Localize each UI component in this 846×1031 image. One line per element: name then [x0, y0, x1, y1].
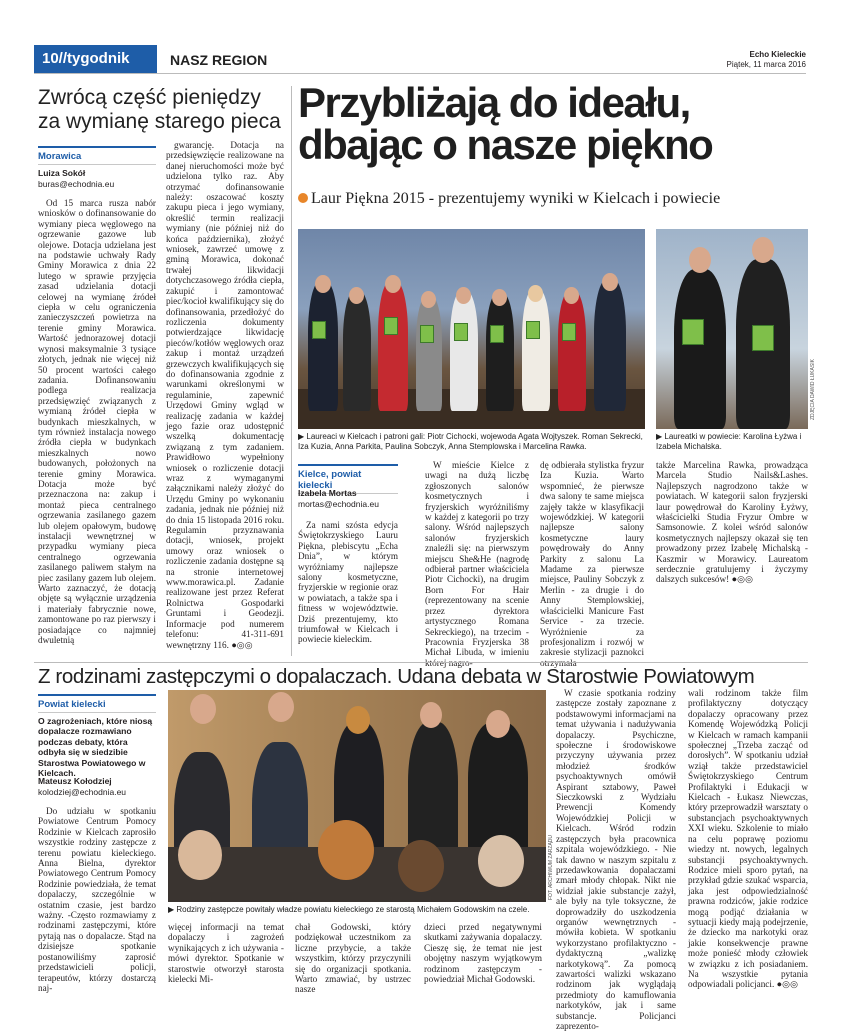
article3-col4: dzieci przed negatywnymi skutkami zażywania dopalaczy. Cieszę się, że temat nie jest obojętny naszym wyjątkowym rodzinom zastępczym - powiedział Michał Godowski.	[424, 922, 542, 985]
debate-photo	[168, 690, 546, 902]
publication-date: Piątek, 11 marca 2016	[726, 60, 806, 69]
article2-author: Izabela Mortas	[298, 488, 357, 498]
article2-col2: W mieście Kielce z uwagi na dużą liczbę zgłoszonych salonów kosmetycznych i fryzjerskich wyróżniliśmy w każdej z kategorii po trzy salony. Wśród najlepszych salonów fryzjerskich znaleźli się: na pierwszym miejscu She&He (nagrodę odbierał partner właściciela Piotr Cichocki), na drugim Born For Hair (reprezentowany na scenie przez dyrektora artystycznego Romana Sekreckiego), na trzecim - Pracownia Fryzjerska 38 Michał Libuda, w imieniu	[425, 460, 529, 658]
article2-col3: dę odbierała stylistka fryzur Iza Kuzia. Warto wspomnieć, że pierwsze dwa salony te same miejsca zajęły także w klasyfikacji wojewódzkiej. W kategorii najlepsze salony kosmetyczne laury powędrowały do Anny Parkity z salonu La Madame za pierwsze miejsce, Pauliny Sobczyk z Merlin - za drugie i do Anny Stemplowskiej, właścicielki Manicure Fast Service - za trzecie. Wyróżnienie za profesjonalizm i rozwój w zakresie stylizacji paznokci	[540, 460, 644, 658]
article3-col3: chał Godowski, który podziękował uczestnikom za liczne przybycie, a także wszystkim, którzy przyczynili się do organizacji spotkania. Warto zmawiać, by ustrzec nasze	[295, 922, 411, 995]
article3-col5: W czasie spotkania rodziny zastępcze zostały zapoznane z podstawowymi informacjami na temat używania i nadużywania dopalaczy. Psychiczne, społeczne i środowiskowe przyczyny używania przez młodzież środków psychoaktywnych omówił Aspirant sztabowy, Paweł Sieczkowski z Wydziału Prewencji Komendy Wojewódzkiej Policji w Kielcach. Wśród rodzin zastępczych była pracownica szpitala wojewódzkiego. - Nie tak dawno w naszym szpitalu z przedawkowania dopalaczami zmarł młody chłopak. Nikt nie widział jakie substancje zażył, ale były na tyle toksyczne, że doprowadziły do uszkodzenia organów wewnętrznych - mówiła kobieta. W spotkaniu wykorzystano profilaktyczno - dydaktyczną „walizkę narkotykową”. Za pomocą zawartości walizki wskazano rodzinom jak wyglądają przedmioty do kamuflowania narkotyków, jak i same substancje. Policjanci zaprezento-	[556, 688, 676, 1031]
article1-author: Luiza Sokół	[38, 168, 86, 178]
article1-col2: gwarancję. Dotacja na przedsięwzięcie realizowane na danej nieruchomości może być udzielona tylko raz. Aby otrzymać dofinansowanie należy: oszacować koszty zakupu pieca i jego wymiany, określić termin realizacji wymiany (nie później niż do końca października), złożyć wniosek, zawrzeć umowę z gminą Morawica, dokonać trwałej likwidacji dotychczasowego źródła ciepła, zakupić i zamontować piec/kocioł kwalifikujący się do dofinansowania, przedłożyć do rozliczenia dokumenty potwierdzające likwidację pieców/kotłów węglowych oraz zakup i montaż urządzeń grzewczych kwalifikujących się do dofinansowania zgodnie z warunkami określonymi w regulaminie, zapewnić Urzędowi Gminy wgląd w realizację zadania w każdej jego fazie oraz udostępnić wszelką dokumentację związaną z tym zadaniem. Prawidłowo wypełniony wniosek o rozliczenie dotacji wraz z wymaganymi załącznikami należy złożyć do Urzędu Gminy po wykonaniu zadania, jednak nie później niż do dnia 15 listopada 2016 roku. Regulamin przyznawania dotacji, wniosek, projekt umowy oraz wniosek o rozliczenie zadania dostępne są na stronie internetowej www.morawica.pl. Zadanie realizowane jest przez Referat Rolnictwa Gospodarki Gruntami i Geodezji. Informacje pod numerem telefonu: 41-311-691 wewnętrzny 116. ●◎◎	[166, 140, 284, 650]
article3-lead: O zagrożeniach, które niosą dopalacze rozmawiano podczas debaty, która odbyła się w siedzibie Starostwa Powiatowego w Kielcach.	[38, 716, 153, 779]
laureates-photo-powiat	[656, 229, 808, 429]
laureates-photo-kielce	[298, 229, 645, 429]
photo3-credit: FOT. ARCHIWUM ZARZĄDU	[548, 835, 554, 900]
article3-col6: wali rodzinom także film profilaktyczny dotyczący dopalaczy opracowany przez Komendę Wojewódzką Policji w Kielcach w ramach kampanii społecznej „Trzeba zacząć od dorosłych”. W spotkaniu udział wziął także przedstawiciel Świętokrzyskiego Centrum Profilaktyki i Edukacji w Kielcach - Łukasz Niewczas, który przeprowadził warsztaty o substancjach psychoaktywnych XXI wieku. Szkolenie to miało na celu poprawę poziomu wiedzy nt. nowych, legalnych substancji psychoaktywnych. Rodzice mieli sporo pytań, na przykład gdzie szukać wsparcia, jaka jest odpowiedzialność prawna rodziców, jakie rodzice mogą podjąć działania w sytuacji kiedy mają podejrzenie, że dziecko ma narkotyki oraz jakie konsekwencje prawne może ponieść młody człowiek w związku z ich posiadaniem. Na wszystkie pytania odpowiadali policjanci. ●◎◎	[688, 688, 808, 990]
article-divider	[34, 662, 808, 663]
article3-col2: więcej informacji na temat dopalaczy i zagrożeń wynikających z ich używania - mówi dyrektor. Spotkanie w starostwie otworzył starosta kielecki Mi-	[168, 922, 284, 985]
column-divider	[291, 86, 292, 656]
article3-section: Powiat kielecki	[38, 694, 156, 713]
section-label: NASZ REGION	[170, 52, 268, 68]
article2-title: Przybliżają do ideału, dbając o nasze piękno	[298, 79, 713, 168]
article3-email: kolodziej@echodnia.eu	[38, 787, 127, 797]
article1-col1: Od 15 marca rusza nabór wniosków o dofinansowanie do wymiany pieca węglowego na ogrzewanie gazowe lub olejowe. Dotacja udzielana jest na podstawie uchwały Rady Gminy Morawica z dnia 22 lutego w sprawie przyjęcia zasad udzielania dotacji celowej na wymianę źródeł ciepła w celu ograniczenia zanieczyszczeń powietrza na terenie gminy Morawica. Wartość jednorazowej dotacji wynosi maksymalnie 3 tysiące złotych, jednak nie więcej niż 50 procent wartości całego zadania. Dofinansowaniu podlega realizacja przedsięwzięć związanych z wymianą źródeł ciepła w budynkach mieszkalnych, w tym również instalacja nowego źródła ciepła w budynkach mieszkalnych nowo budowanych, położonych na terenie gminy Morawica. Dotacja może być przeznaczona na: zakup i montaż pieca centralnego ogrzewania zasilanego gazem lub olejem opałowym, budowę instalacji wewnętrznej w przypadku wymiany pieca centralnego ogrzewania zasilanego paliwem stałym na piec zasilany gazem lub olejem. Warto zaznaczyć, że dotacją objęte są wyłącznie urządzenia i materiały fabrycznie nowe, zamontowane po raz pierwszy i posiadające co najmniej dwuletnią	[38, 198, 156, 646]
photo1-caption: ▶ Laureaci w Kielcach i patroni gali: Piotr Cichocki, wojewoda Agata Wojtyszek. Roman Sekrecki, Iza Kuzia, Anna Parkita, Paulina Sobczyk, Anna Stemplowska i Marcelina Rawka.	[298, 432, 643, 451]
article2-email: mortas@echodnia.eu	[298, 499, 379, 509]
photo3-caption: ▶ Rodziny zastępcze powitały władze powiatu kieleckiego ze starostą Michałem Godowskim na czele.	[168, 905, 530, 914]
article2-col1: Za nami szósta edycja Świętokrzyskiego Lauru Piękna, plebiscytu „Echa Dnia”, w którym wyróżniamy najlepsze salony kosmetyczne, fryzjerskie w regionie oraz w powiatach, a także spa i fitness w województwie. Dziś prezentujemy, kto triumfował w Kielcach i powiecie kieleckim.	[298, 520, 398, 645]
bullet-icon	[298, 193, 308, 203]
issue-badge: 10//tygodnik	[34, 45, 157, 73]
article2-subtitle: Laur Piękna 2015 - prezentujemy wyniki w Kielcach i powiecie	[298, 190, 720, 208]
article3-col1: Do udziału w spotkaniu Powiatowe Centrum Pomocy Rodzinie w Kielcach zaprosiło wszystkie rodziny zastępcze z terenu powiatu kieleckiego. Anna Bielna, dyrektor Powiatowego Centrum Pomocy Rodzinie powiedziała, że temat dopalaczy, szczególnie w ostatnim czasie, jest bardzo ważny. -Często rozmawiamy z rodzinami zastępczymi, które pytają nas o dopalacze. Stąd na dzisiejsze spotkanie postanowiliśmy zaprosić przedstawicieli policji, terapeutów, którzy dostarczą naj-	[38, 806, 156, 993]
article3-author: Mateusz Kołodziej	[38, 776, 112, 786]
article1-section: Morawica	[38, 146, 156, 165]
article2-section: Kielce, powiat kielecki	[298, 464, 398, 494]
article2-col4: także Marcelina Rawka, prowadząca Marcela Studio Nails&Lashes. Najlepszych nagrodzono także w powiatach. W kategorii salon fryzjerski laur powędrował do Karoliny Łyżwy, właścicielki Studia Fryzur Ombre w Samsonowie. Z kolei wśród salonów kosmetycznych najlepszy okazał się ten prowadzony przez Izabelę Michalską - Kaszmir w Morawicy. Laureatom serdecznie gratulujemy i życzymy dalszych sukcesów! ●◎◎	[656, 460, 808, 585]
publication-name: Echo Kieleckie	[749, 50, 806, 59]
photo2-caption: ▶ Laureatki w powiecie: Karolina Łyżwa i Izabela Michalska.	[656, 432, 802, 451]
article3-title: Z rodzinami zastępczymi o dopalaczach. Udana debata w Starostwie Powiatowym	[38, 665, 755, 688]
article1-title: Zwrócą część pieniędzy za wymianę starego pieca	[38, 86, 281, 133]
article1-email: buras@echodnia.eu	[38, 179, 115, 189]
photo-credit: ZDJĘCIA DAWID ŁUKASIK	[810, 359, 816, 420]
